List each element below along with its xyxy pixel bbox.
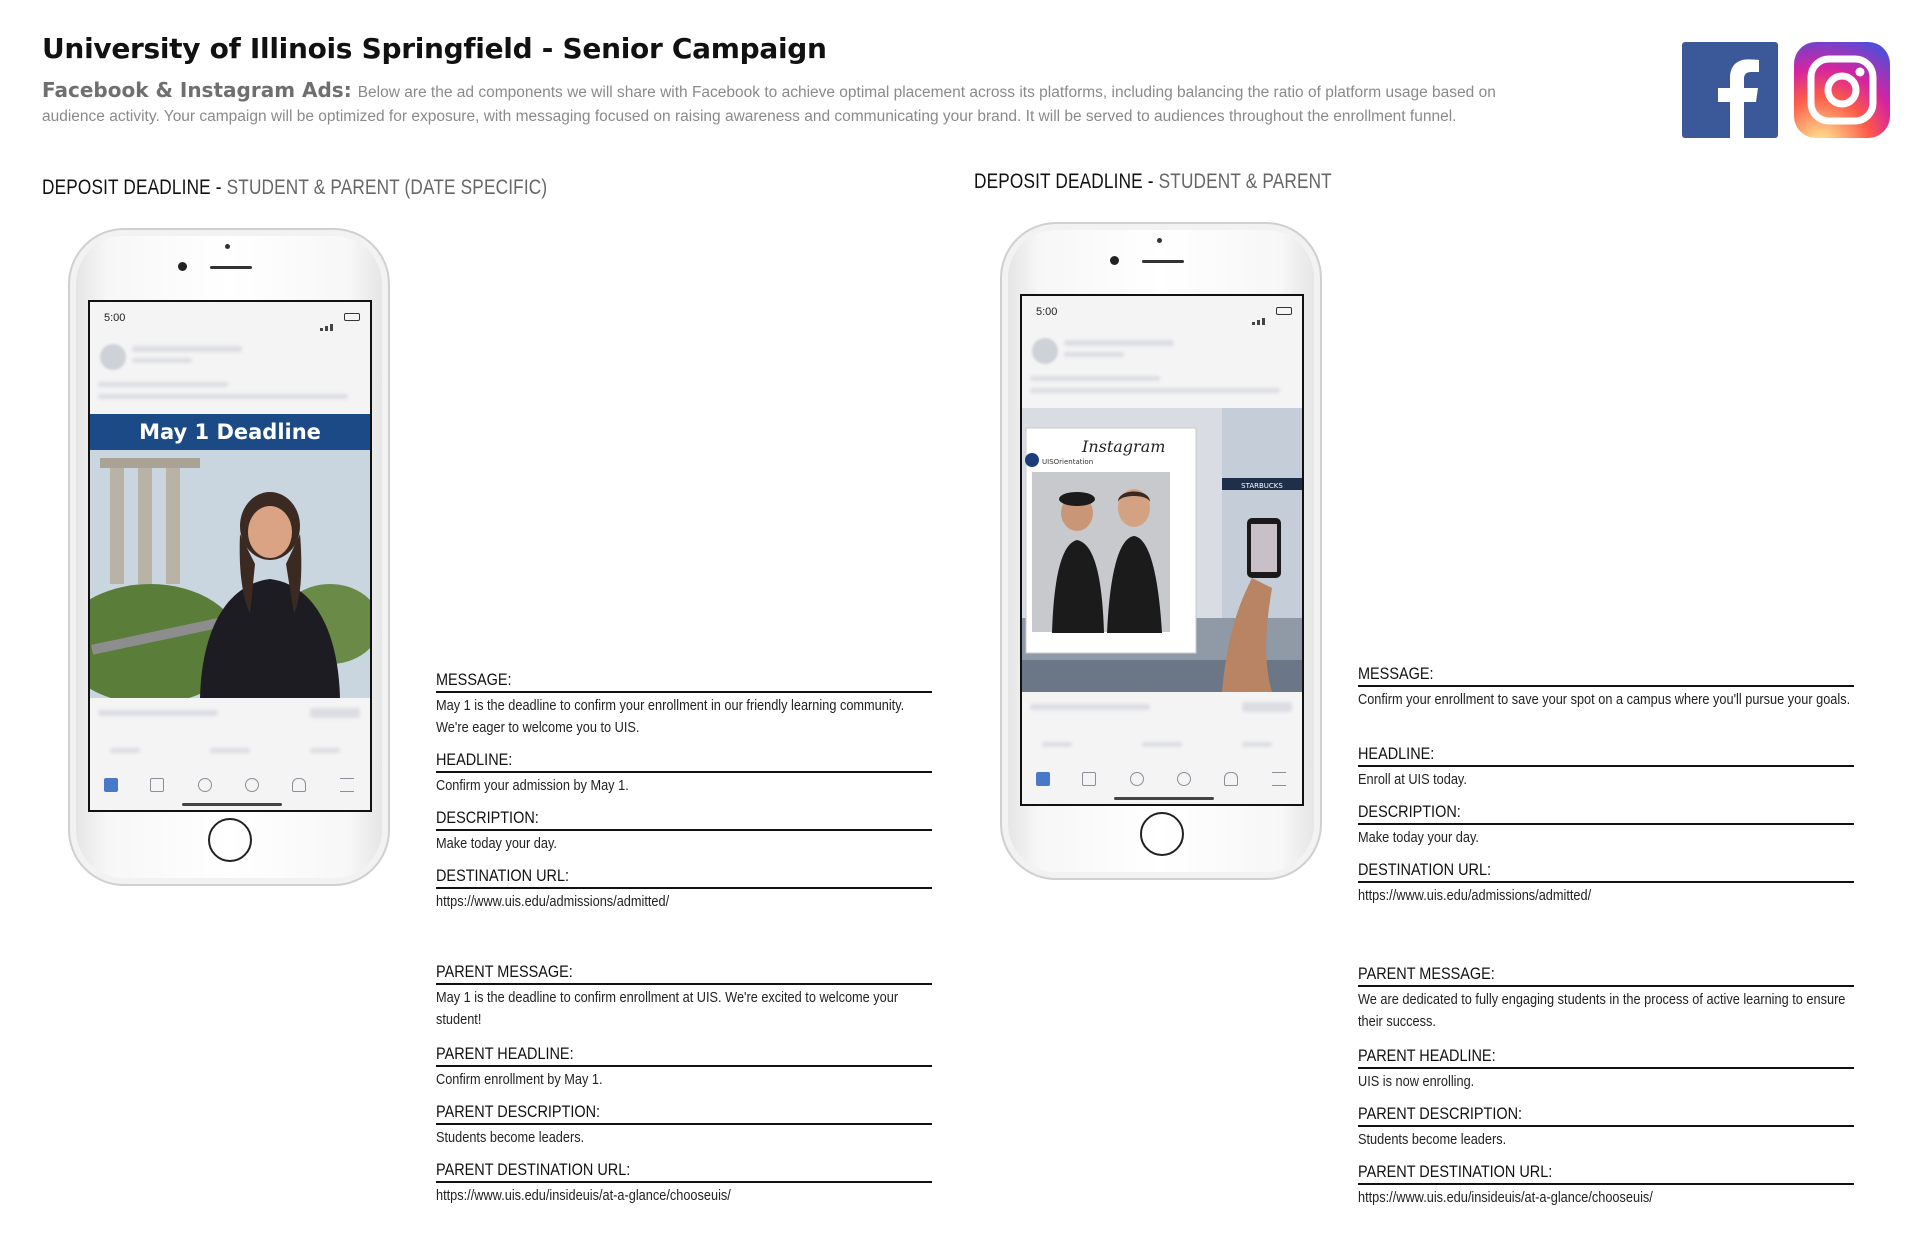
- phone-home-button: [208, 818, 252, 862]
- field-value: https://www.uis.edu/admissions/admitted/: [436, 893, 670, 910]
- left-parent-destination-url-field: [436, 1160, 932, 1207]
- field-value: Students become leaders.: [1358, 1131, 1507, 1148]
- app-nav-bar: [90, 774, 370, 800]
- right-section-title-sub: STUDENT & PARENT: [1153, 170, 1332, 193]
- feed-icon: [104, 778, 118, 792]
- right-parent-headline-field: [1358, 1046, 1854, 1093]
- right-parent-destination-url-field: [1358, 1162, 1854, 1209]
- left-parent-message-field: [436, 962, 932, 1031]
- groups-icon: [245, 778, 259, 792]
- right-section-title: [974, 170, 1332, 194]
- field-label: DESCRIPTION:: [1358, 802, 1461, 821]
- field-value: Enroll at UIS today.: [1358, 771, 1467, 788]
- phone-speaker: [1142, 260, 1184, 263]
- app-nav-bar: [1022, 768, 1302, 794]
- status-signal-icon: [1252, 307, 1292, 315]
- instagram-logo-icon: [1794, 42, 1890, 138]
- right-description-field: [1358, 802, 1854, 849]
- phone-home-button: [1140, 812, 1184, 856]
- field-value: May 1 is the deadline to confirm your enrollment in our friendly learning community. We're eager to welcome you to UIS.: [436, 697, 905, 736]
- field-label: PARENT HEADLINE:: [436, 1044, 574, 1063]
- field-value: We are dedicated to fully engaging students in the process of active learning to ensure their success.: [1358, 991, 1846, 1030]
- field-label: PARENT HEADLINE:: [1358, 1046, 1496, 1065]
- right-section-title-main: DEPOSIT DEADLINE -: [974, 170, 1154, 193]
- field-label: DESCRIPTION:: [436, 808, 539, 827]
- left-section-title-main: DEPOSIT DEADLINE -: [42, 176, 222, 199]
- left-section-title-sub: STUDENT & PARENT (DATE SPECIFIC): [221, 176, 548, 199]
- field-label: DESTINATION URL:: [1358, 860, 1492, 879]
- phone-camera: [1110, 256, 1119, 265]
- left-phone-mockup: [68, 228, 390, 886]
- intro-lead: Facebook & Instagram Ads:: [42, 78, 352, 102]
- left-parent-description-field: [436, 1102, 932, 1149]
- menu-icon: [1272, 772, 1286, 786]
- profile-icon: [1130, 772, 1144, 786]
- field-value: https://www.uis.edu/insideuis/at-a-glance/chooseuis/: [436, 1187, 731, 1204]
- left-headline-field: [436, 750, 932, 797]
- left-destination-url-field: [436, 866, 932, 913]
- feed-icon: [1036, 772, 1050, 786]
- field-label: HEADLINE:: [436, 750, 513, 769]
- right-parent-description-field: [1358, 1104, 1854, 1151]
- field-label: PARENT DESCRIPTION:: [436, 1102, 601, 1121]
- svg-text:STARBUCKS: STARBUCKS: [1241, 482, 1283, 490]
- field-label: PARENT MESSAGE:: [436, 962, 573, 981]
- status-time: 5:00: [104, 312, 126, 324]
- facebook-logo-icon: [1682, 42, 1778, 138]
- left-ad-banner-text: May 1 Deadline: [139, 420, 321, 444]
- field-value: Confirm your admission by May 1.: [436, 777, 629, 794]
- field-label: PARENT DESTINATION URL:: [1358, 1162, 1553, 1181]
- profile-icon: [198, 778, 212, 792]
- field-label: PARENT MESSAGE:: [1358, 964, 1495, 983]
- field-label: PARENT DESCRIPTION:: [1358, 1104, 1523, 1123]
- right-parent-message-field: [1358, 964, 1854, 1033]
- left-phone-screen: [88, 300, 372, 812]
- field-label: HEADLINE:: [1358, 744, 1435, 763]
- bell-icon: [1224, 772, 1238, 786]
- right-phone-mockup: [1000, 222, 1322, 880]
- field-value: UIS is now enrolling.: [1358, 1073, 1475, 1090]
- field-label: PARENT DESTINATION URL:: [436, 1160, 631, 1179]
- field-label: DESTINATION URL:: [436, 866, 570, 885]
- intro-text: Below are the ad components we will share with Facebook to achieve optimal placement across its platforms, including balancing the ratio of platform usage based on audience activity. Your campaign will be optimized for exposure, with messaging focused on raising awareness and communicating your brand. It will be served to audiences throughout the enrollment funnel.: [42, 84, 1496, 125]
- phone-sensor: [225, 244, 230, 249]
- right-ad-image: [1022, 408, 1302, 692]
- phone-sensor: [1157, 238, 1162, 243]
- field-value: https://www.uis.edu/insideuis/at-a-glance/chooseuis/: [1358, 1189, 1653, 1206]
- groups-icon: [1177, 772, 1191, 786]
- field-value: Make today your day.: [436, 835, 557, 852]
- post-avatar: [1032, 338, 1058, 364]
- right-message-field: [1358, 664, 1854, 711]
- left-parent-headline-field: [436, 1044, 932, 1091]
- intro-paragraph: [42, 78, 1512, 129]
- phone-camera: [178, 262, 187, 271]
- bell-icon: [292, 778, 306, 792]
- post-avatar: [100, 344, 126, 370]
- instagram-frame-account: UISOrientation: [1042, 458, 1094, 466]
- field-value: Make today your day.: [1358, 829, 1479, 846]
- home-indicator: [1114, 797, 1214, 800]
- field-value: https://www.uis.edu/admissions/admitted/: [1358, 887, 1592, 904]
- page-title: University of Illinois Springfield - Senior Campaign: [42, 32, 827, 65]
- field-value: Confirm your enrollment to save your spot on a campus where you'll pursue your goals.: [1358, 691, 1851, 708]
- menu-icon: [340, 778, 354, 792]
- field-label: MESSAGE:: [436, 670, 512, 689]
- left-message-field: [436, 670, 932, 739]
- status-signal-icon: [320, 313, 360, 321]
- field-value: Confirm enrollment by May 1.: [436, 1071, 603, 1088]
- phone-speaker: [210, 266, 252, 269]
- left-description-field: [436, 808, 932, 855]
- home-indicator: [182, 803, 282, 806]
- instagram-frame-brand: Instagram: [1082, 437, 1166, 456]
- left-ad-image: [90, 414, 370, 698]
- right-destination-url-field: [1358, 860, 1854, 907]
- right-phone-screen: [1020, 294, 1304, 806]
- video-icon: [150, 778, 164, 792]
- field-value: May 1 is the deadline to confirm enrollment at UIS. We're excited to welcome your student!: [436, 989, 899, 1028]
- field-value: Students become leaders.: [436, 1129, 585, 1146]
- status-time: 5:00: [1036, 306, 1058, 318]
- field-label: MESSAGE:: [1358, 664, 1434, 683]
- video-icon: [1082, 772, 1096, 786]
- right-headline-field: [1358, 744, 1854, 791]
- left-section-title: [42, 176, 547, 200]
